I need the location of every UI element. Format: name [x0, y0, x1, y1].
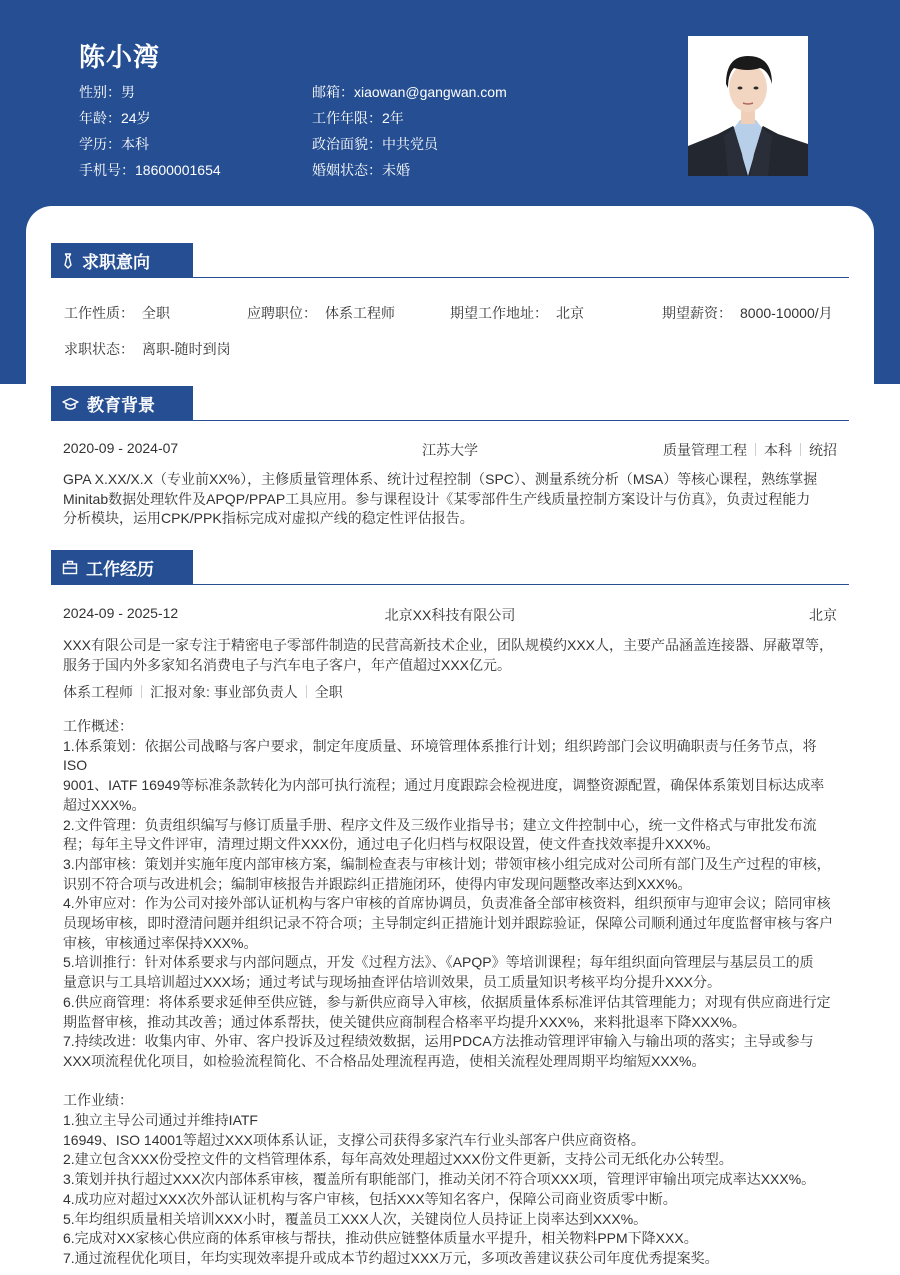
info-education — [79, 131, 221, 157]
work-company: 北京XX科技有限公司 — [384, 607, 516, 623]
section-work-experience — [51, 550, 849, 1266]
basic-info-right — [312, 79, 507, 183]
work-summary-row — [63, 605, 837, 625]
profile-photo — [688, 36, 808, 176]
text-line: 量意识与工具培训超过XXX场；通过考试与现场抽查评估培训效果，员工质量知识考核平均分提升XXX分。 — [63, 974, 722, 991]
text-line: ISO — [63, 757, 88, 774]
info-value: 24岁 — [121, 110, 151, 126]
work-summary — [63, 717, 839, 1269]
education-type: 统招 — [809, 442, 837, 458]
info-value: 本科 — [121, 136, 149, 152]
work-report-to: 汇报对象: 事业部负责人 — [150, 684, 298, 700]
info-value: 男 — [121, 84, 135, 100]
text-line: 5.培训推行：针对体系要求与内部问题点，开发《过程方法》、《APQP》等培训课程；每年组织面向管理层与基层员工的质 — [63, 954, 814, 971]
intent-location — [450, 303, 584, 323]
basic-info-left — [79, 79, 221, 183]
divider — [141, 685, 142, 698]
divider — [306, 685, 307, 698]
person-portrait-icon — [688, 36, 808, 176]
field-label: 期望工作地址： — [450, 305, 548, 321]
info-value: 2年 — [382, 110, 404, 126]
field-value: 全职 — [142, 305, 170, 321]
work-role-row — [63, 683, 839, 703]
tie-icon — [62, 253, 74, 269]
text-line: 2.建立包含XXX份受控文件的文档管理体系，每年高效处理超过XXX份文件更新，支持公司无纸化办公转型。 — [63, 1151, 733, 1168]
text-line: 7.持续改进：收集内审、外审、客户投诉及过程绩效数据，运用PDCA方法推动管理评审输入与输出项的落实；主导或参与 — [63, 1033, 814, 1050]
text-line: 5.年均组织质量相关培训XXX小时，覆盖员工XXX人次，关键岗位人员持证上岗率达到XXX%。 — [63, 1210, 648, 1227]
text-line: 超过XXX%。 — [63, 796, 146, 813]
divider — [800, 443, 801, 456]
intent-status — [64, 339, 231, 359]
text-line: 2.文件管理：负责组织编写与修订质量手册、程序文件及三级作业指导书；建立文件控制中心，统一文件格式与审批发布流 — [63, 816, 817, 833]
section-title: 求职意向 — [82, 253, 150, 272]
text-line: 4.外审应对：作为公司对接外部认证机构与客户审核的首席协调员，负责准备全部审核资料，组织预审与迎审会议；陪同审核 — [63, 895, 831, 912]
education-summary-row — [63, 440, 837, 460]
text-line: GPA X.XX/X.X（专业前XX%），主修质量管理体系、统计过程控制（SPC）、测量系统分析（MSA）等核心课程，熟练掌握 — [63, 471, 818, 487]
divider — [755, 443, 756, 456]
info-phone — [79, 157, 221, 183]
text-line: 程；每年主导文件评审，清理过期文件XXX份，通过电子化归档与权限设置，使文件查找效率提升XXX%。 — [63, 836, 720, 853]
intent-position — [247, 303, 395, 323]
graduation-cap-icon — [62, 397, 79, 411]
info-value: 中共党员 — [382, 136, 438, 152]
section-title-bar — [51, 386, 193, 421]
field-value: 体系工程师 — [325, 305, 395, 321]
work-role: 体系工程师 — [63, 684, 133, 700]
text-line: XXX有限公司是一家专注于精密电子零部件制造的民营高新技术企业，团队规模约XXX人，主要产品涵盖连接器、屏蔽罩等， — [63, 637, 834, 653]
work-achievements-title: 工作业绩： — [63, 1092, 133, 1109]
info-label: 学历： — [79, 136, 121, 152]
blank-line — [63, 1072, 839, 1092]
info-label: 政治面貌： — [312, 136, 382, 152]
text-line: 6.供应商管理：将体系要求延伸至供应链，参与新供应商导入审核，依据质量体系标准评估其管理能力；对现有供应商进行定 — [63, 993, 831, 1010]
section-title-bar — [51, 243, 193, 278]
info-marital-status — [312, 157, 507, 183]
info-value: xiaowan@gangwan.com — [354, 84, 507, 100]
text-line: 6.完成对XX家核心供应商的体系审核与帮扶，推动供应链整体质量水平提升，相关物料PPM下降XXX。 — [63, 1230, 698, 1247]
text-line: 16949、ISO 14001等超过XXX项体系认证，支撑公司获得多家汽车行业头部客户供应商资格。 — [63, 1131, 645, 1148]
info-label: 手机号： — [79, 162, 135, 178]
intent-salary — [662, 303, 833, 323]
info-label: 年龄： — [79, 110, 121, 126]
section-title: 教育背景 — [87, 396, 155, 415]
text-line: XXX项流程优化项目，如检验流程简化、不合格品处理流程再造，使相关流程处理周期平均缩短XXX%。 — [63, 1052, 706, 1069]
text-line: 9001、IATF 16949等标准条款转化为内部可执行流程；通过月度跟踪会检视进度，调整资源配置，确保体系策划目标达成率 — [63, 777, 825, 794]
work-job-type: 全职 — [314, 684, 343, 700]
info-gender — [79, 79, 221, 105]
section-header — [51, 386, 849, 421]
text-line: 审核，审核通过率保持XXX%。 — [63, 934, 258, 951]
section-title: 工作经历 — [86, 560, 154, 579]
info-value: 18600001654 — [135, 162, 221, 178]
education-degree: 本科 — [764, 442, 792, 458]
field-value: 8000-10000/月 — [740, 305, 833, 321]
field-value: 北京 — [556, 305, 584, 321]
field-label: 应聘职位： — [247, 305, 317, 321]
field-label: 求职状态： — [64, 341, 134, 357]
education-description — [63, 470, 839, 529]
field-label: 工作性质： — [64, 305, 134, 321]
info-age — [79, 105, 221, 131]
intent-work-type — [64, 303, 170, 323]
text-line: 识别不符合项与改进机会；编制审核报告并跟踪纠正措施闭环，使得内审发现问题整改率达到XXX%。 — [63, 875, 692, 892]
info-political-status — [312, 131, 507, 157]
text-line: 4.成功应对超过XXX次外部认证机构与客户审核，包括XXX等知名客户，保障公司商业资质零中断。 — [63, 1190, 677, 1207]
info-label: 工作年限： — [312, 110, 382, 126]
section-header — [51, 243, 849, 278]
education-major: 质量管理工程 — [663, 442, 747, 458]
field-label: 期望薪资： — [662, 305, 732, 321]
info-label: 婚姻状态： — [312, 162, 382, 178]
info-label: 性别： — [79, 84, 121, 100]
text-line: 员现场审核，即时澄清问题并组织记录不符合项；主导制定纠正措施计划并跟踪验证，保障公司顺利通过年度监督审核与客户 — [63, 915, 833, 932]
work-summary-title: 工作概述： — [63, 718, 133, 734]
company-intro — [63, 636, 839, 675]
role-meta — [63, 683, 839, 703]
text-line: 1.独立主导公司通过并维持IATF — [63, 1112, 258, 1129]
field-value: 离职-随时到岗 — [142, 341, 231, 357]
education-school: 江苏大学 — [422, 442, 478, 458]
section-education — [51, 386, 849, 527]
text-line: 3.策划并执行超过XXX次内部体系审核，覆盖所有职能部门，推动关闭不符合项XXX项，管理评审输出项完成率达XXX%。 — [63, 1171, 816, 1188]
info-value: 未婚 — [382, 162, 410, 178]
education-meta — [663, 440, 837, 460]
education-period: 2020-09 - 2024-07 — [63, 440, 179, 456]
text-line: 7.通过流程优化项目，年均实现效率提升或成本节约超过XXX万元，多项改善建议获公司年度优秀提案奖。 — [63, 1249, 719, 1266]
text-line: 期监督审核，推动其改善；通过体系帮扶，使关键供应商制程合格率平均提升XXX%，来料批退率下降XXX%。 — [63, 1013, 746, 1030]
section-header — [51, 550, 849, 585]
section-title-bar — [51, 550, 193, 585]
briefcase-icon — [62, 560, 78, 575]
text-line: 3.内部审核：策划并实施年度内部审核方案，编制检查表与审核计划；带领审核小组完成对公司所有部门及生产过程的审核， — [63, 855, 831, 872]
work-city: 北京 — [809, 607, 837, 623]
text-line: 1.体系策划：依据公司战略与客户要求，制定年度质量、环境管理体系推行计划；组织跨部门会议明确职责与任务节点，将 — [63, 737, 817, 754]
text-line: Minitab数据处理软件及APQP/PPAP工具应用。参与课程设计《某零部件生产线质量控制方案设计与仿真》，负责过程能力 — [63, 490, 811, 507]
candidate-name: 陈小湾 — [79, 42, 161, 72]
info-email — [312, 79, 507, 105]
work-period: 2024-09 - 2025-12 — [63, 605, 179, 621]
text-line: 分析模块，运用CPK/PPK指标完成对虚拟产线的稳定性评估报告。 — [63, 510, 474, 527]
text-line: 服务于国内外多家知名消费电子与汽车电子客户，年产值超过XXX亿元。 — [63, 656, 512, 673]
info-label: 邮箱： — [312, 84, 354, 100]
info-work-years — [312, 105, 507, 131]
section-job-intent — [51, 243, 849, 357]
